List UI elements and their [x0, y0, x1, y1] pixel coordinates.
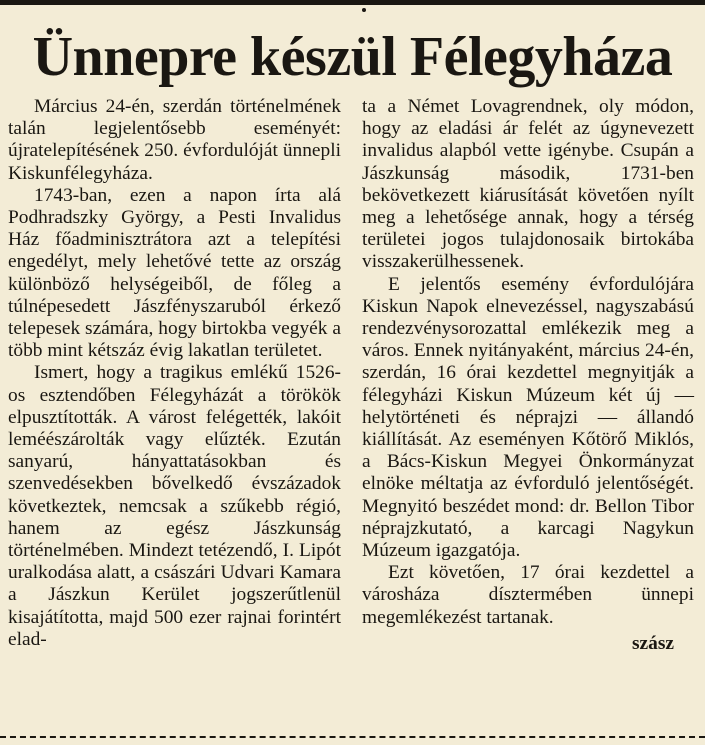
top-rule	[0, 0, 705, 5]
paragraph: 1743-ban, ezen a napon írta alá Podhradszky György, a Pesti Invalidus Ház főadminisztrátora azt a telepítési engedélyt, mely lehetővé tette az ország különböző helységeiből, de főleg a túlnépesedett Jászfényszaruból érkező telepesek számára, hogy birtokba vegyék a több mint kétszáz évig lakatlan területet.	[8, 184, 341, 362]
article-column-right	[362, 96, 694, 655]
paragraph-continuation: ta a Német Lovagrendnek, oly módon, hogy az eladási ár felét az úgynevezett invalidus alapból vette igénybe. Csupán a Jászkunság második, 1731-ben bekövetkezett kiárusítását követően nyílt meg a lehetősége annak, hogy a térség területei jogos tulajdonosaik birtokába visszakerülhessenek.	[362, 96, 694, 273]
paragraph: Ismert, hogy a tragikus emlékű 1526-os esztendőben Félegyházát a törökök elpusztították. A várost felégették, lakóit leméészárolták vagy elűzték. Ezután sanyarú, hányattatásokban és szenvedésekben bővelkedő évszázadok következtek, nemcsak a szűkebb régió, hanem az egész Jászkunság történelmében. Mindezt tetézendő, I. Lipót uralkodása alatt, a császári Udvari Kamara a Jászkun Kerület jogszerűtlenül kisajátította, majd 500 ezer rajnai forintért elad-	[8, 362, 341, 650]
decorative-dot	[362, 8, 366, 12]
paragraph: E jelentős esemény évfordulójára Kiskun Napok elnevezéssel, nagyszabású rendezvénysorozattal emlékezik meg a város. Ennek nyitányaként, március 24-én, szerdán, 16 órai kezdettel megnyitják a félegyházi Kiskun Múzeum két új — helytörténeti és néprajzi — állandó kiállítását. Az eseményen Kőtörő Miklós, a Bács-Kiskun Megyei Önkormányzat elnöke méltatja az évforduló jelentőségét. Megnyitó beszédet mond: dr. Bellon Tibor néprajzkutató, a karcagi Nagykun Múzeum igazgatója.	[362, 273, 694, 562]
author-signature: szász	[631, 632, 674, 654]
bottom-dashed-rule	[0, 736, 705, 738]
article-column-left	[8, 96, 341, 651]
paragraph: Ezt követően, 17 órai kezdettel a városháza dísztermében ünnepi megemlékezést tartanak.	[362, 562, 694, 628]
paragraph: Március 24-én, szerdán történelmének talán legjelentősebb eseményét: újratelepítésének 250. évfordulóját ünnepli Kiskunfélegyháza.	[8, 96, 341, 184]
article-headline: Ünnepre készül Félegyháza	[32, 26, 673, 88]
